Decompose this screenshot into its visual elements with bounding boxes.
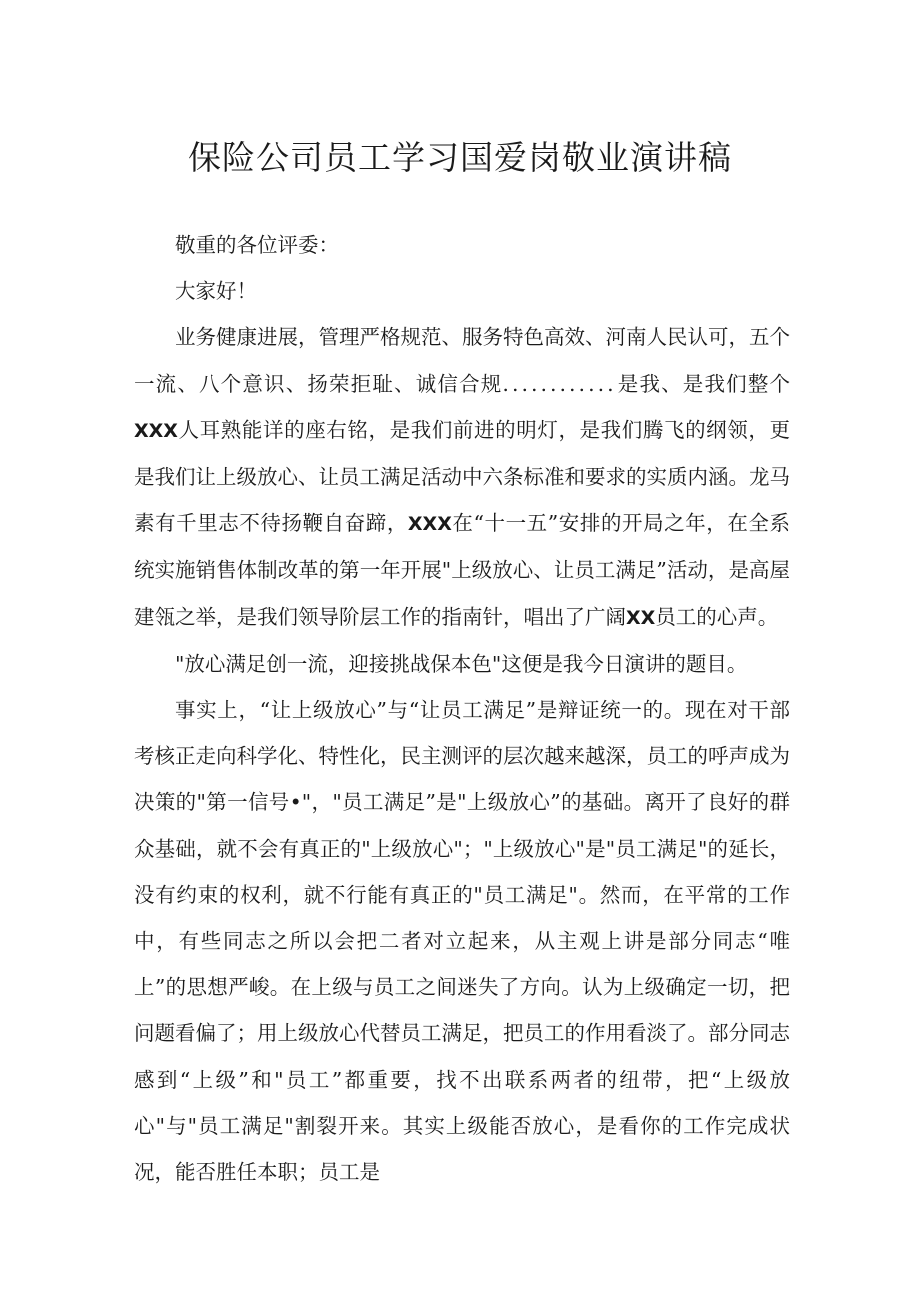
paragraph-1 <box>134 314 790 640</box>
paragraph-1-part-b: 是我、是我们整个 <box>616 371 790 396</box>
placeholder-xxx-2: XXX <box>407 513 452 536</box>
placeholder-xx-3: XX <box>626 606 656 629</box>
paragraph-3: 事实上，“让上级放心”与“让员工满足”是辩证统一的。现在对干部考核正走向科学化、特性化，民主测评的层次越来越深，员工的呼声成为决策的"第一信号•"，"员工满足”是"上级放心”的基础。离开了良好的群众基础，就不会有真正的"上级放心"；"上级放心"是"员工满足"的延长，没有约束的权利，就不行能有真正的"员工满足"。然而，在平常的工作中，有些同志之所以会把二者对立起来，从主观上讲是部分同志“唯上”的思想严峻。在上级与员工之间迷失了方向。认为上级确定一切，把问题看偏了；用上级放心代替员工满足，把员工的作用看淡了。部分同志感到“上级”和"员工”都重要，找不出联系两者的纽带，把“上级放心"与"员工满足"割裂开来。其实上级能否放心，是看你的工作完成状况，能否胜任本职；员工是 <box>134 698 790 1185</box>
paragraph-1-part-d: 在“十一五”安排的开局之年，在全系统实施销售体制改革的第一年开展"上级放心、让员工满足”活动，是高屋建瓴之举，是我们领导阶层工作的指南针，唱出了广阔 <box>134 511 790 629</box>
document-body <box>134 222 790 1195</box>
placeholder-xxx-1: XXX <box>134 419 178 442</box>
paragraph-1-part-a: 业务健康进展，管理严格规范、服务特色高效、河南人民认可，五个一流、八个意识、扬荣拒耻、诚信合规 <box>134 325 790 396</box>
paragraph-1-ellipsis: ............ <box>502 371 617 396</box>
document-title: 保险公司员工学习国爱岗敬业演讲稿 <box>188 138 732 177</box>
salutation: 敬重的各位评委： <box>175 233 339 257</box>
greeting: 大家好！ <box>175 279 257 304</box>
paragraph-1-part-e: 员工的心声。 <box>655 604 779 629</box>
paragraph-2: "放心满足创一流，迎接挑战保本色"这便是我今日演讲的题目。 <box>175 651 748 676</box>
paragraph-1-part-c: 人耳熟能详的座右铭，是我们前进的明灯，是我们腾飞的纲领，更是我们让上级放心、让员工满足活动中六条标准和要求的实质内涵。龙马素有千里志不待扬鞭自奋蹄， <box>134 417 790 536</box>
